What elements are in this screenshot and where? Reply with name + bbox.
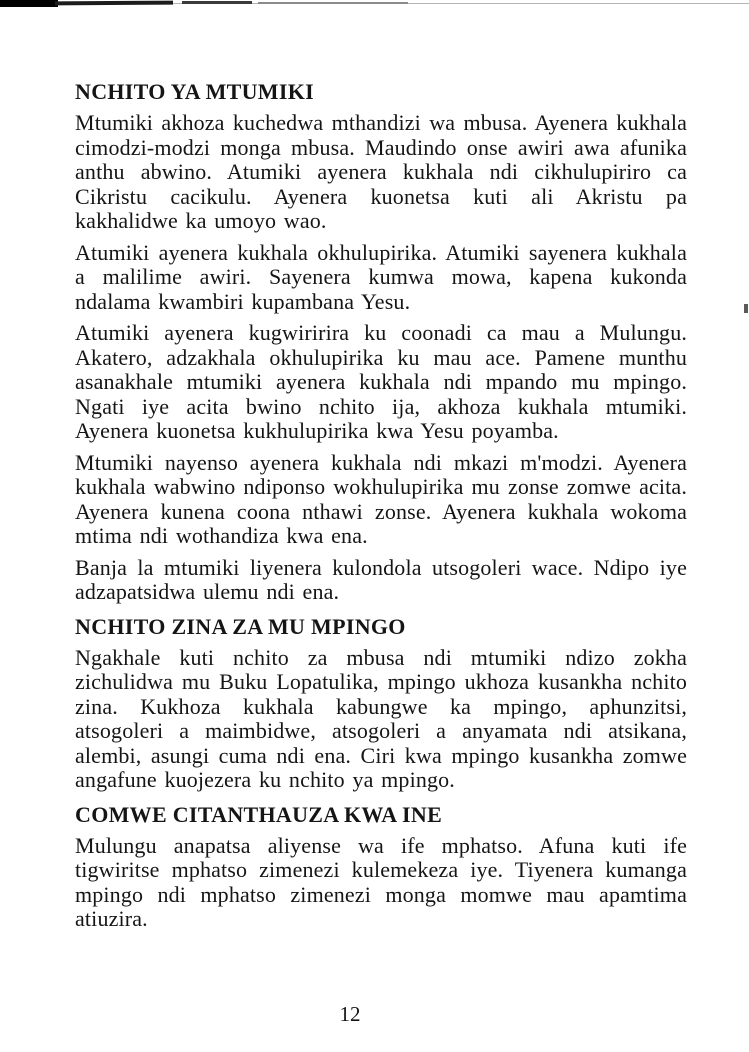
paragraph: Mtumiki akhoza kuchedwa mthandizi wa mbusa. Ayenera kukhala cimodzi-modzi monga mbusa. Maudindo onse awiri awa afunika anthu abwino. Atumiki ayenera kukhala ndi cikhulupiriro ca Cikristu cacikulu. Ayenera kuonetsa kuti ali Akristu pa kakhalidwe ka umoyo wao. <box>75 110 687 233</box>
section-nchito-zina-za-mu-mpingo <box>75 614 687 793</box>
paragraph: Mulungu anapatsa aliyense wa ife mphatso. Afuna kuti ife tigwiritse mphatso zimenezi kulemekeza iye. Tiyenera kumanga mpingo ndi mphatso zimenezi monga momwe mau apamtima atiuzira. <box>75 832 687 931</box>
page-number: 12 <box>339 1002 361 1026</box>
scan-artifact-blot <box>0 0 58 7</box>
paragraph: Mtumiki nayenso ayenera kukhala ndi mkazi m'modzi. Ayenera kukhala wabwino ndiponso wokhulupirika mu zonse zomwe acita. Ayenera kunena coona nthawi zonse. Ayenera kukhala wokoma mtima ndi wothandiza kwa ena. <box>75 449 687 548</box>
scan-artifact-blot <box>55 1 173 6</box>
section-heading: NCHITO YA MTUMIKI <box>75 79 314 104</box>
paragraph: Atumiki ayenera kugwiririra ku coonadi ca mau a Mulungu. Akatero, adzakhala okhulupirika ku mau ace. Pamene munthu asanakhale mtumiki ayenera kukhala ndi mpando mu mpingo. Ngati iye acita bwino nchito ija, akhoza kukhala mtumiki. Ayenera kuonetsa kukhulupirika kwa Yesu poyamba. <box>75 320 687 443</box>
section-heading: NCHITO ZINA ZA MU MPINGO <box>75 613 406 639</box>
book-page <box>75 79 687 939</box>
scan-artifact-blot <box>258 2 408 4</box>
section-nchito-ya-mtumiki <box>75 79 687 605</box>
paragraph: Banja la mtumiki liyenera kulondola utsogoleri wace. Ndipo iye adzapatsidwa ulemu ndi ena. <box>75 554 687 604</box>
section-comwe-citanthauza-kwa-ine <box>75 802 687 932</box>
scan-artifact-speck <box>744 304 748 313</box>
section-heading: COMWE CITANTHAUZA KWA INE <box>75 801 443 827</box>
paragraph: Atumiki ayenera kukhala okhulupirika. Atumiki sayenera kukhala a malilime awiri. Sayenera kumwa mowa, kapena kukonda ndalama kwambiri kupambana Yesu. <box>75 239 687 314</box>
paragraph: Ngakhale kuti nchito za mbusa ndi mtumiki ndizo zokha zichulidwa mu Buku Lopatulika, mpingo ukhoza kusankha nchito zina. Kukhoza kukhala kabungwe ka mpingo, aphunzitsi, atsogoleri a maimbidwe, atsogoleri a anyamata ndi atsikana, alembi, asungi cuma ndi ena. Ciri kwa mpingo kusankha zomwe angafune kuojezera ku nchito ya mpingo. <box>75 644 687 792</box>
scan-artifact-blot <box>182 1 252 4</box>
